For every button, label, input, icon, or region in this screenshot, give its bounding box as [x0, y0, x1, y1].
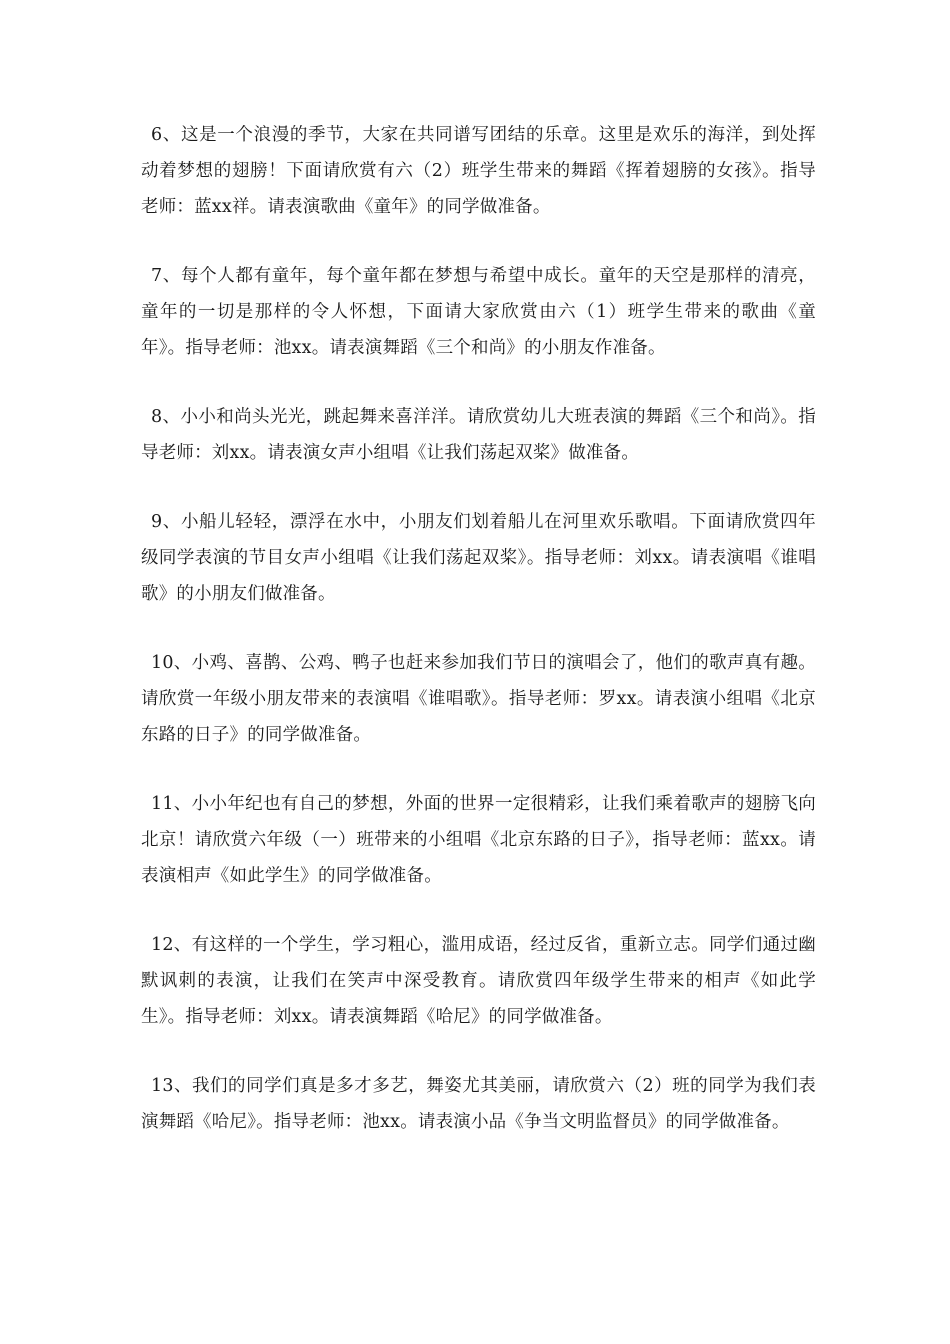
- paragraph-11: 11、小小年纪也有自己的梦想，外面的世界一定很精彩，让我们乘着歌声的翅膀飞向北京！请欣赏六年级（一）班带来的小组唱《北京东路的日子》，指导老师：蓝xx。请表演相声《如此学生》的同学做准备。: [141, 794, 816, 886]
- paragraph-8: 8、小小和尚头光光，跳起舞来喜洋洋。请欣赏幼儿大班表演的舞蹈《三个和尚》。指导老师：刘xx。请表演女声小组唱《让我们荡起双桨》做准备。: [141, 407, 816, 463]
- paragraph-10: 10、小鸡、喜鹊、公鸡、鸭子也赶来参加我们节日的演唱会了，他们的歌声真有趣。请欣赏一年级小朋友带来的表演唱《谁唱歌》。指导老师：罗xx。请表演小组唱《北京东路的日子》的同学做准备。: [141, 653, 816, 745]
- document-body: [141, 117, 816, 1173]
- paragraph-7: 7、每个人都有童年，每个童年都在梦想与希望中成长。童年的天空是那样的清亮，童年的一切是那样的令人怀想，下面请大家欣赏由六（1）班学生带来的歌曲《童年》。指导老师：池xx。请表演舞蹈《三个和尚》的小朋友作准备。: [141, 266, 816, 358]
- paragraph-9: 9、小船儿轻轻，漂浮在水中，小朋友们划着船儿在河里欢乐歌唱。下面请欣赏四年级同学表演的节目女声小组唱《让我们荡起双桨》。指导老师：刘xx。请表演唱《谁唱歌》的小朋友们做准备。: [141, 512, 816, 604]
- paragraph-6: 6、这是一个浪漫的季节，大家在共同谱写团结的乐章。这里是欢乐的海洋，到处挥动着梦想的翅膀！下面请欣赏有六（2）班学生带来的舞蹈《挥着翅膀的女孩》。指导老师：蓝xx祥。请表演歌曲《童年》的同学做准备。: [141, 125, 816, 217]
- paragraph-13: 13、我们的同学们真是多才多艺，舞姿尤其美丽，请欣赏六（2）班的同学为我们表演舞蹈《哈尼》。指导老师：池xx。请表演小品《争当文明监督员》的同学做准备。: [141, 1076, 816, 1132]
- paragraph-12: 12、有这样的一个学生，学习粗心，滥用成语，经过反省，重新立志。同学们通过幽默讽刺的表演，让我们在笑声中深受教育。请欣赏四年级学生带来的相声《如此学生》。指导老师：刘xx。请表演舞蹈《哈尼》的同学做准备。: [141, 935, 816, 1027]
